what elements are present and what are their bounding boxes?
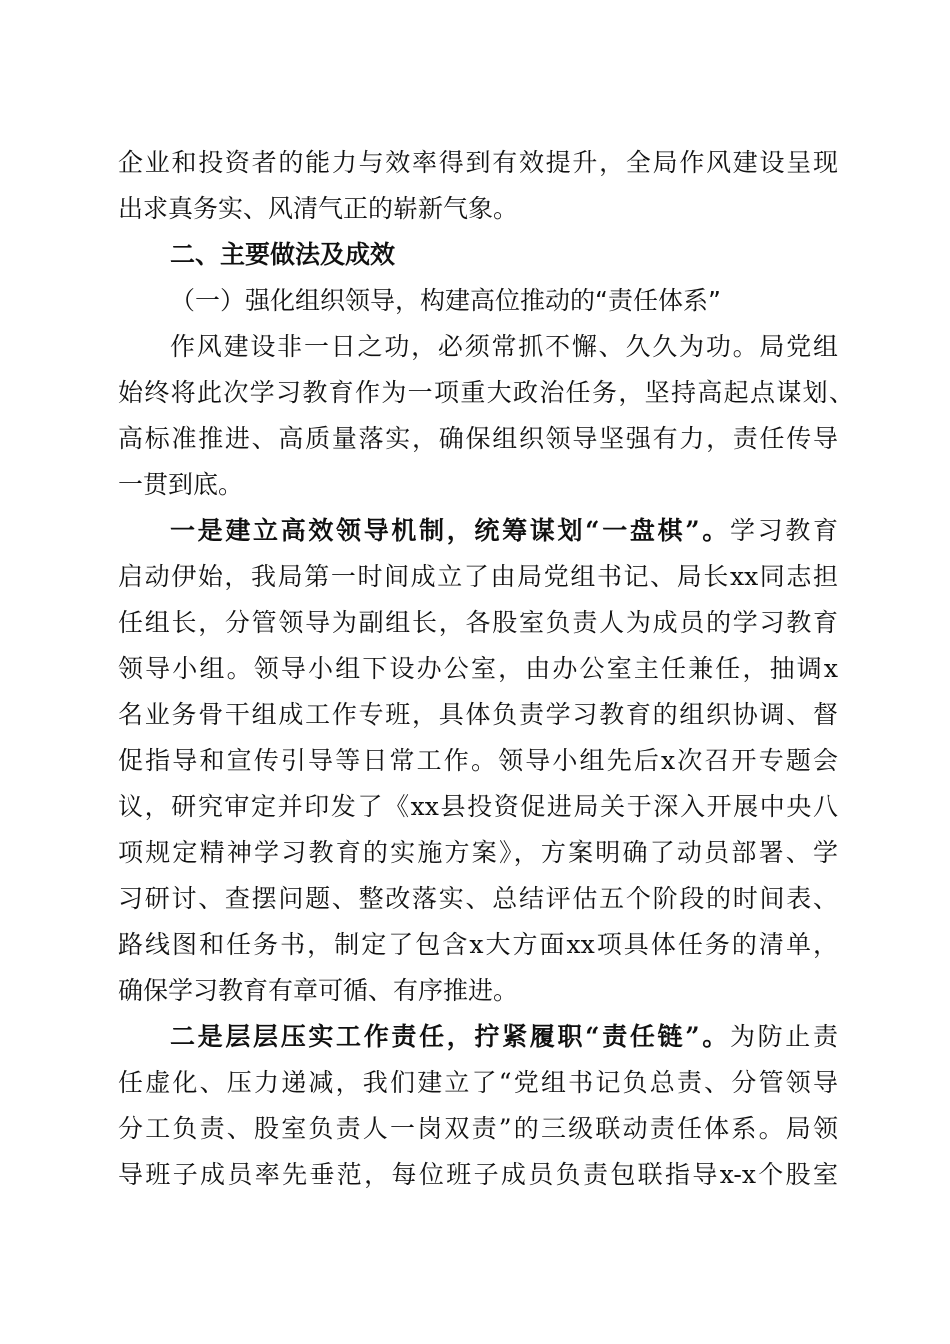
para1-line-4: 一贯到底。 xyxy=(118,470,244,499)
para1-line-1: 作风建设非一日之功，必须常抓不懈、久久为功。局党组 xyxy=(170,332,838,361)
para3-lead: 二是层层压实工作责任，拧紧履职“责任链”。 xyxy=(170,1022,730,1051)
subsection-heading: （一）强化组织领导，构建高位推动的“责任体系” xyxy=(170,286,721,315)
para3-first-rest: 为防止责 xyxy=(729,1022,838,1051)
para2-line-1 xyxy=(170,515,838,549)
para1-line-3: 高标准推进、高质量落实，确保组织领导坚强有力，责任传导 xyxy=(118,424,838,453)
para2-line-3: 任组长，分管领导为副组长，各股室负责人为成员的学习教育 xyxy=(118,608,838,637)
intro-line-1: 企业和投资者的能力与效率得到有效提升，全局作风建设呈现 xyxy=(118,148,838,177)
section-heading: 二、主要做法及成效 xyxy=(170,240,396,269)
para1-line-2: 始终将此次学习教育作为一项重大政治任务，坚持高起点谋划、 xyxy=(118,378,854,407)
para3-line-2: 任虚化、压力递减，我们建立了“党组书记负总责、分管领导 xyxy=(118,1068,838,1097)
para2-line-11: 确保学习教育有章可循、有序推进。 xyxy=(118,976,519,1005)
para2-line-10: 路线图和任务书，制定了包含x大方面xx项具体任务的清单， xyxy=(118,930,838,959)
para2-line-4: 领导小组。领导小组下设办公室，由办公室主任兼任，抽调x xyxy=(118,654,838,683)
para2-first-rest: 学习教育 xyxy=(729,516,838,545)
para2-line-5: 名业务骨干组成工作专班，具体负责学习教育的组织协调、督 xyxy=(118,700,838,729)
para3-line-4: 导班子成员率先垂范，每位班子成员负责包联指导x-x个股室 xyxy=(118,1160,838,1189)
para2-line-2: 启动伊始，我局第一时间成立了由局党组书记、局长xx同志担 xyxy=(118,562,838,591)
para2-line-9: 习研讨、查摆问题、整改落实、总结评估五个阶段的时间表、 xyxy=(118,884,838,913)
para3-line-3: 分工负责、股室负责人一岗双责”的三级联动责任体系。局领 xyxy=(118,1114,838,1143)
para2-line-8: 项规定精神学习教育的实施方案》，方案明确了动员部署、学 xyxy=(118,838,838,867)
para2-lead: 一是建立高效领导机制，统筹谋划“一盘棋”。 xyxy=(170,516,730,545)
para3-line-1 xyxy=(170,1021,838,1055)
intro-line-2: 出求真务实、风清气正的崭新气象。 xyxy=(118,194,519,223)
para2-line-6: 促指导和宣传引导等日常工作。领导小组先后x次召开专题会 xyxy=(118,746,838,775)
para2-line-7: 议，研究审定并印发了《xx县投资促进局关于深入开展中央八 xyxy=(118,792,838,821)
